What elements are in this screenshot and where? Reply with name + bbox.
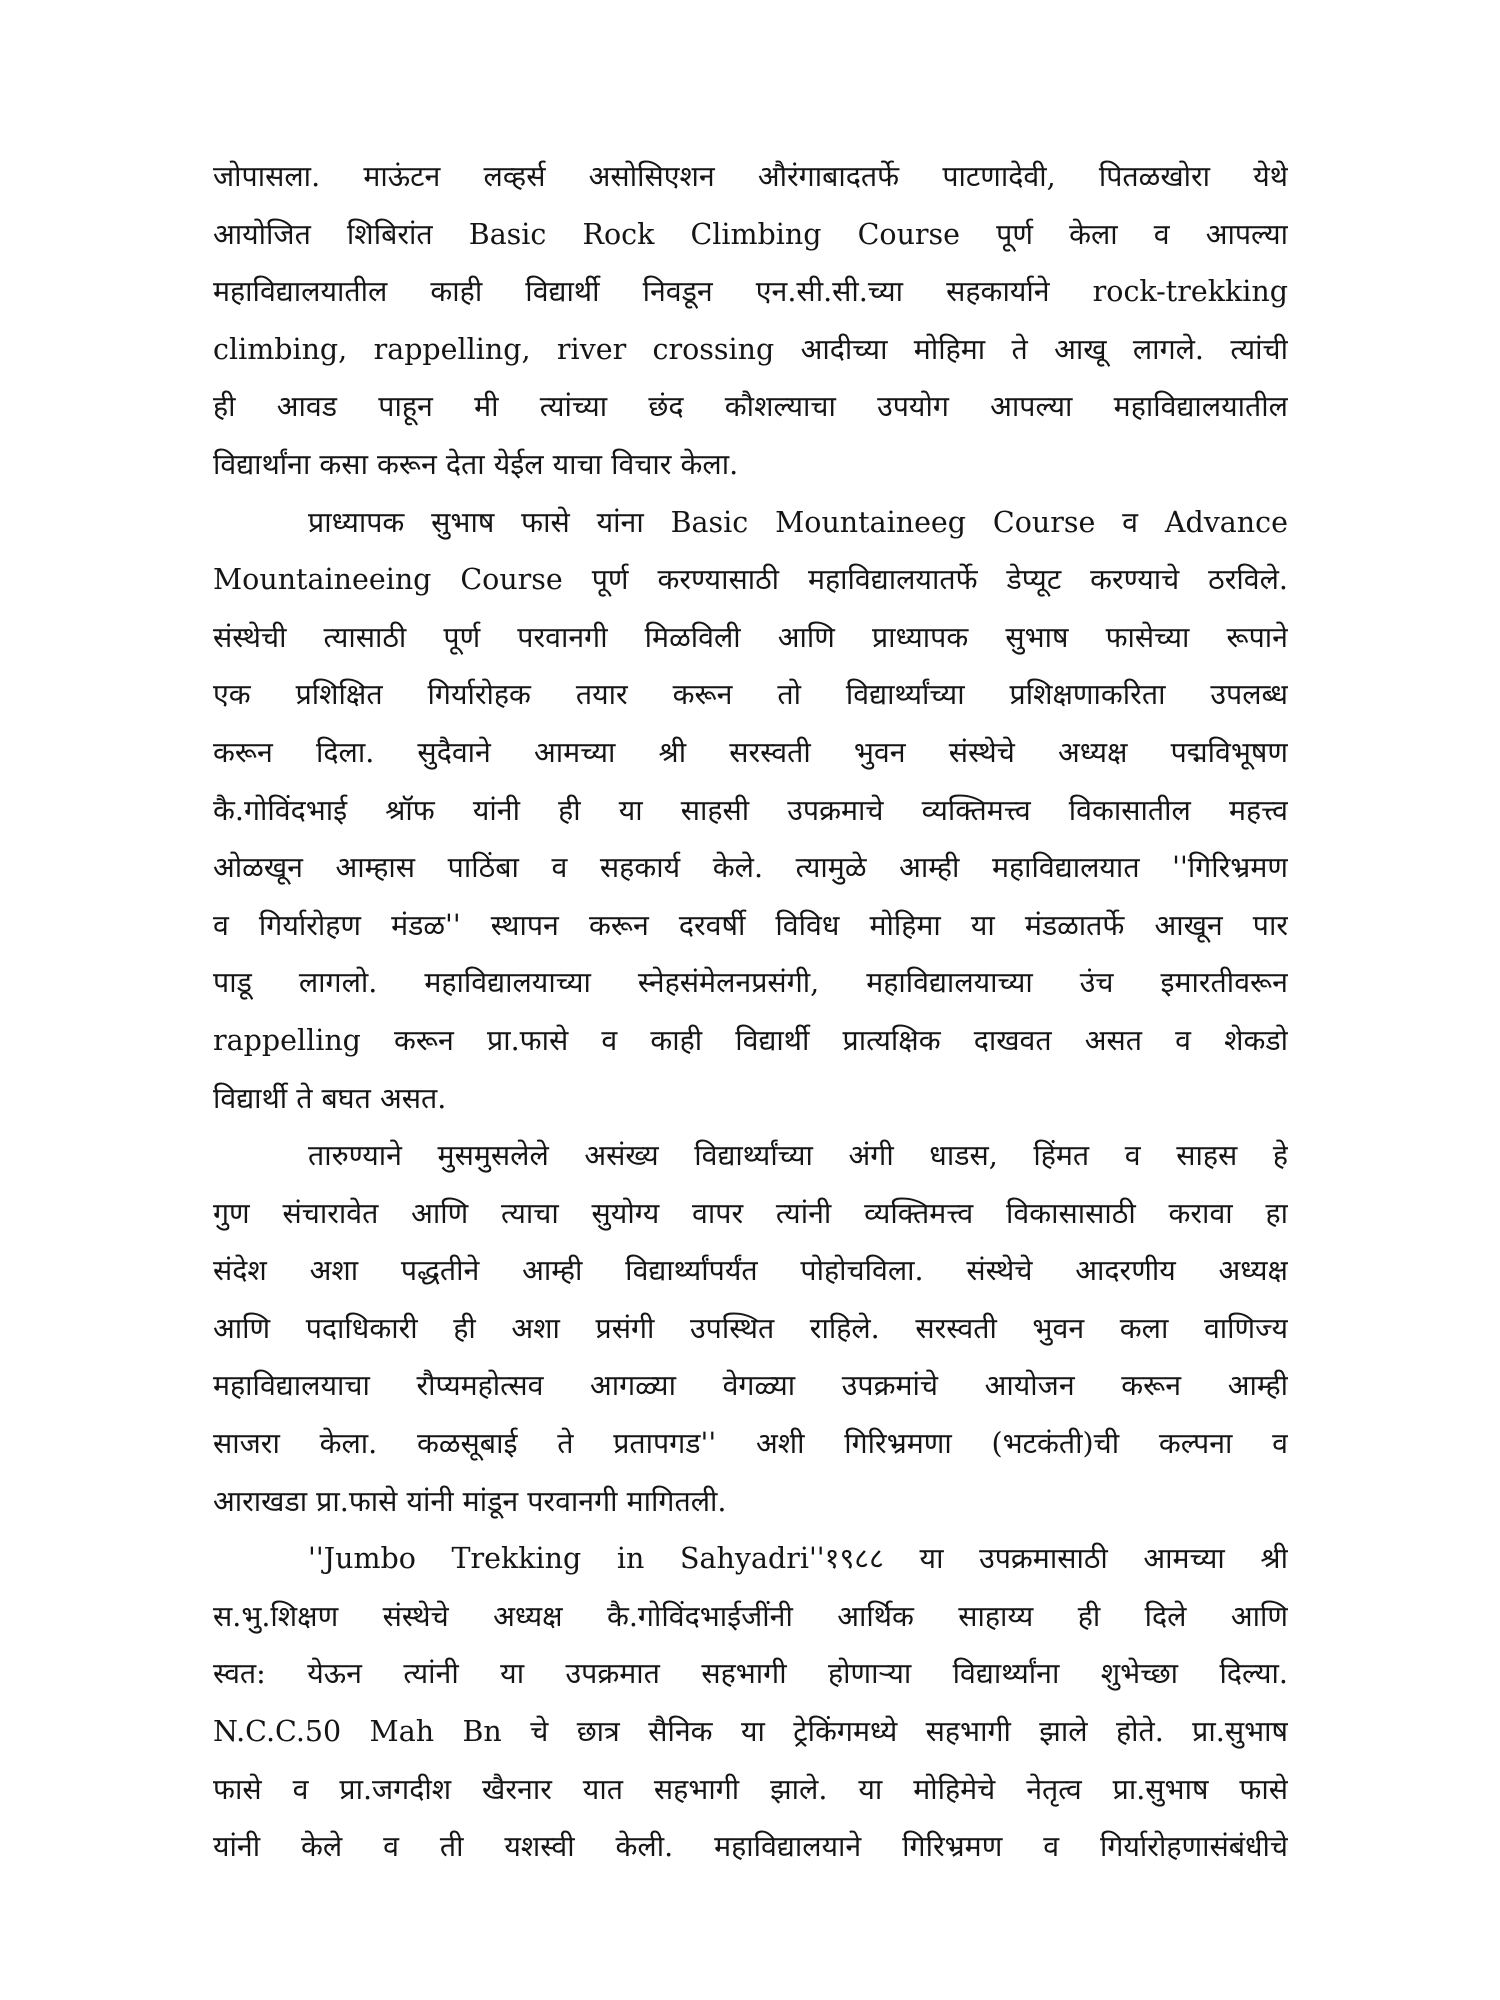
paragraph-3 xyxy=(213,1127,1288,1530)
paragraph-2 xyxy=(213,494,1288,1128)
text-line: आणि पदाधिकारी ही अशा प्रसंगी उपस्थित राहिले. सरस्वती भुवन कला वाणिज्य xyxy=(213,1311,1288,1345)
text-line: जोपासला. माऊंटन लव्हर्स असोसिएशन औरंगाबादतर्फे पाटणादेवी, पितळखोरा येथे xyxy=(213,160,1288,193)
text-line: फासे व प्रा.जगदीश खैरनार यात सहभागी झाले. या मोहिमेचे नेतृत्व प्रा.सुभाष फासे xyxy=(213,1772,1288,1806)
body-text xyxy=(213,148,1288,1876)
text-line: rappelling करून प्रा.फासे व काही विद्यार्थी प्रात्यक्षिक दाखवत असत व शेकडो xyxy=(213,1023,1288,1057)
text-line: संस्थेची त्यासाठी पूर्ण परवानगी मिळविली आणि प्राध्यापक सुभाष फासेच्या रूपाने xyxy=(213,620,1288,654)
text-line: गुण संचारावेत आणि त्याचा सुयोग्य वापर त्यांनी व्यक्तिमत्त्व विकासासाठी करावा हा xyxy=(213,1196,1288,1230)
text-line: विद्यार्थांना कसा करून देता येईल याचा विचार केला. xyxy=(213,447,739,481)
text-line: आयोजित शिबिरांत Basic Rock Climbing Course पूर्ण केला व आपल्या xyxy=(213,217,1288,251)
text-line: N.C.C.50 Mah Bn चे छात्र सैनिक या ट्रेकिंगमध्ये सहभागी झाले होते. प्रा.सुभाष xyxy=(213,1715,1288,1749)
text-line: संदेश अशा पद्धतीने आम्ही विद्यार्थ्यांपर्यंत पोहोचविला. संस्थेचे आदरणीय अध्यक्ष xyxy=(213,1254,1288,1288)
text-line: Mountaineeing Course पूर्ण करण्यासाठी महाविद्यालयातर्फे डेप्यूट करण्याचे ठरविले. xyxy=(213,563,1288,597)
text-line: यांनी केले व ती यशस्वी केली. महाविद्यालयाने गिरिभ्रमण व गिर्यारोहणासंबंधीचे xyxy=(213,1830,1288,1864)
text-line: करून दिला. सुदैवाने आमच्या श्री सरस्वती भुवन संस्थेचे अध्यक्ष पद्मविभूषण xyxy=(213,735,1288,769)
text-line: आराखडा प्रा.फासे यांनी मांडून परवानगी मागितली. xyxy=(213,1484,727,1518)
text-line: कै.गोविंदभाई श्रॉफ यांनी ही या साहसी उपक्रमाचे व्यक्तिमत्त्व विकासातील महत्त्व xyxy=(213,793,1288,827)
text-line: स्वत: येऊन त्यांनी या उपक्रमात सहभागी होणाऱ्या विद्यार्थ्यांना शुभेच्छा दिल्या. xyxy=(213,1657,1288,1691)
paragraph-1 xyxy=(213,148,1288,494)
text-line: पाडू लागलो. महाविद्यालयाच्या स्नेहसंमेलनप्रसंगी, महाविद्यालयाच्या उंच इमारतीवरून xyxy=(213,966,1288,1000)
text-line: स.भु.शिक्षण संस्थेचे अध्यक्ष कै.गोविंदभाईजींनी आर्थिक साहाय्य ही दिले आणि xyxy=(213,1599,1288,1633)
text-line: ही आवड पाहून मी त्यांच्या छंद कौशल्याचा उपयोग आपल्या महाविद्यालयातील xyxy=(213,390,1288,424)
text-line: व गिर्यारोहण मंडळ'' स्थापन करून दरवर्षी विविध मोहिमा या मंडळातर्फे आखून पार xyxy=(213,908,1288,942)
text-line: climbing, rappelling, river crossing आदीच्या मोहिमा ते आखू लागले. त्यांची xyxy=(213,332,1288,366)
text-line: तारुण्याने मुसमुसलेले असंख्य विद्यार्थ्यांच्या अंगी धाडस, हिंमत व साहस हे xyxy=(308,1139,1288,1173)
text-line: महाविद्यालयाचा रौप्यमहोत्सव आगळ्या वेगळ्या उपक्रमांचे आयोजन करून आम्ही xyxy=(213,1369,1288,1403)
text-line: महाविद्यालयातील काही विद्यार्थी निवडून एन.सी.सी.च्या सहकार्याने rock-trekking xyxy=(213,275,1288,309)
text-line: ओळखून आम्हास पाठिंबा व सहकार्य केले. त्यामुळे आम्ही महाविद्यालयात ''गिरिभ्रमण xyxy=(213,851,1288,885)
paragraph-4 xyxy=(213,1530,1288,1876)
text-line: एक प्रशिक्षित गिर्यारोहक तयार करून तो विद्यार्थ्यांच्या प्रशिक्षणाकरिता उपलब्ध xyxy=(213,678,1288,712)
text-line: साजरा केला. कळसूबाई ते प्रतापगड'' अशी गिरिभ्रमणा (भटकंती)ची कल्पना व xyxy=(213,1427,1288,1461)
text-line: ''Jumbo Trekking in Sahyadri''१९८८ या उपक्रमासाठी आमच्या श्री xyxy=(308,1542,1288,1576)
text-line: प्राध्यापक सुभाष फासे यांना Basic Mountaineeg Course व Advance xyxy=(308,505,1288,539)
text-line: विद्यार्थी ते बघत असत. xyxy=(213,1081,447,1115)
